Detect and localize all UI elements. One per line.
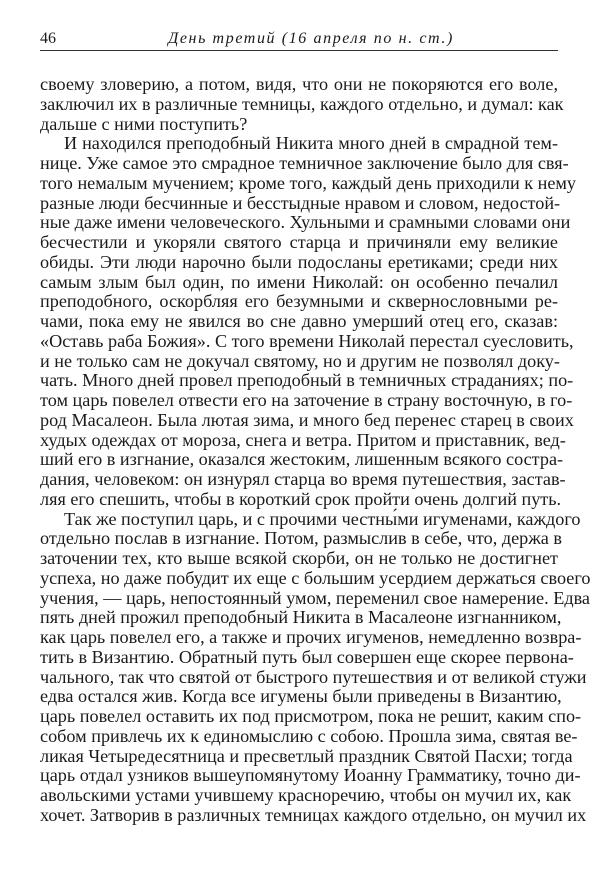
text-line: бесчестили и укоряли святого старца и причиняли ему великие: [40, 232, 558, 252]
running-title: День третий (16 апреля по н. ст.): [168, 30, 454, 47]
text-line: том царь повелел отвести его на заточение в страну восточную, в го-: [40, 390, 573, 410]
text-line: и не только сам не докучал святому, но и другим не позволял доку-: [40, 350, 560, 371]
text-line: разные люди бесчинные и бесстыдные нравом и словом, недостой-: [40, 192, 561, 213]
text-line: Так же поступил царь, и с прочими честны́ми игуменами, каждого: [64, 508, 581, 529]
text-line: «Оставь раба Божия». С того времени Николай перестал суесловить,: [40, 330, 574, 351]
text-line: царь повелел оставить их под присмотром, пока не решит, каким спо-: [40, 706, 582, 726]
page-body: [40, 74, 591, 826]
text-line: дальше с ними поступить?: [40, 113, 248, 134]
text-line: отдельно послав в изгнание. Потом, размыслив в себе, что, держа в: [40, 528, 563, 549]
text-line: чального, так что святой от быстрого путешествия и от великой стужи: [40, 666, 587, 687]
paragraph: [40, 74, 564, 134]
text-line: царь отдал узников вышеупомянутому Иоанну Грамматику, точно ди-: [40, 765, 581, 786]
text-line: учения, — царь, непостоянный умом, переменил свое намерение. Едва: [40, 587, 591, 608]
text-line: нице. Уже самое это смрадное темничное заключение было для свя-: [40, 153, 569, 173]
text-line: ляя его спешить, чтобы в короткий срок пройти очень долгий путь.: [40, 488, 562, 509]
paragraph: [40, 133, 577, 509]
page-number: 46: [40, 30, 56, 47]
text-line: худых одеждах от мороза, снега и ветра. Притом и приставник, вед-: [40, 429, 566, 450]
text-line: едва остался жив. Когда все игумены были приведены в Византию,: [40, 686, 562, 707]
text-line: преподобного, оскорбляя его безумными и сквернословными ре-: [40, 291, 558, 312]
text-line: хочет. Затворив в различных темницах каждого отдельно, он мучил их: [40, 804, 587, 825]
text-line: своему зловерию, а потом, видя, что они не покоряются его воле,: [40, 74, 558, 94]
text-line: самым злым был один, по имени Николай: он особенно печалил: [40, 271, 558, 292]
text-line: заключил их в различные темницы, каждого отдельно, и думал: как: [40, 93, 564, 114]
text-line: авольскими устами учившему красноречию, чтобы он мучил их, как: [40, 785, 572, 805]
text-line: И находился преподобный Никита много дней в смрадной тем-: [64, 133, 558, 154]
text-line: собом привлечь их к единомыслию с собою. Прошла зима, святая ве-: [40, 725, 578, 746]
text-line: заточении тех, кто выше всякой скорби, он не только не достигнет: [40, 548, 558, 568]
text-line: пять дней прожил преподобный Никита в Масалеоне изгнанником,: [40, 607, 562, 628]
text-line: дания, человеком: он изнурял старца во время путешествия, застав-: [40, 469, 566, 489]
text-line: род Масалеон. Была лютая зима, и много бед перенес старец в своих: [40, 409, 574, 430]
text-line: чать. Много дней провел преподобный в темничных страданиях; по-: [40, 370, 574, 391]
text-line: ликая Четыредесятница и пресветлый праздник Святой Пасхи; тогда: [40, 745, 573, 766]
running-header: [40, 28, 558, 51]
text-line: того немалым мучением; кроме того, каждый день приходили к нему: [40, 172, 577, 193]
text-line: ший его в изгнание, оказался жестоким, лишенным всякого состра-: [40, 449, 564, 470]
text-line: успеха, но даже побудит их еще с большим усердием держаться своего: [40, 567, 591, 588]
text-line: ные даже имени человеческого. Хульными и срамными словами они: [40, 212, 571, 233]
paragraph: [40, 508, 591, 826]
text-line: обиды. Эти люди нарочно были подосланы еретиками; среди них: [40, 251, 558, 272]
text-line: тить в Византию. Обратный путь был совершен еще скорее первона-: [40, 646, 574, 667]
text-line: как царь повелел его, а также и прочих игуменов, немедленно возвра-: [40, 627, 582, 647]
text-line: чами, пока ему не явился во сне давно умерший отец его, сказав:: [40, 311, 558, 331]
